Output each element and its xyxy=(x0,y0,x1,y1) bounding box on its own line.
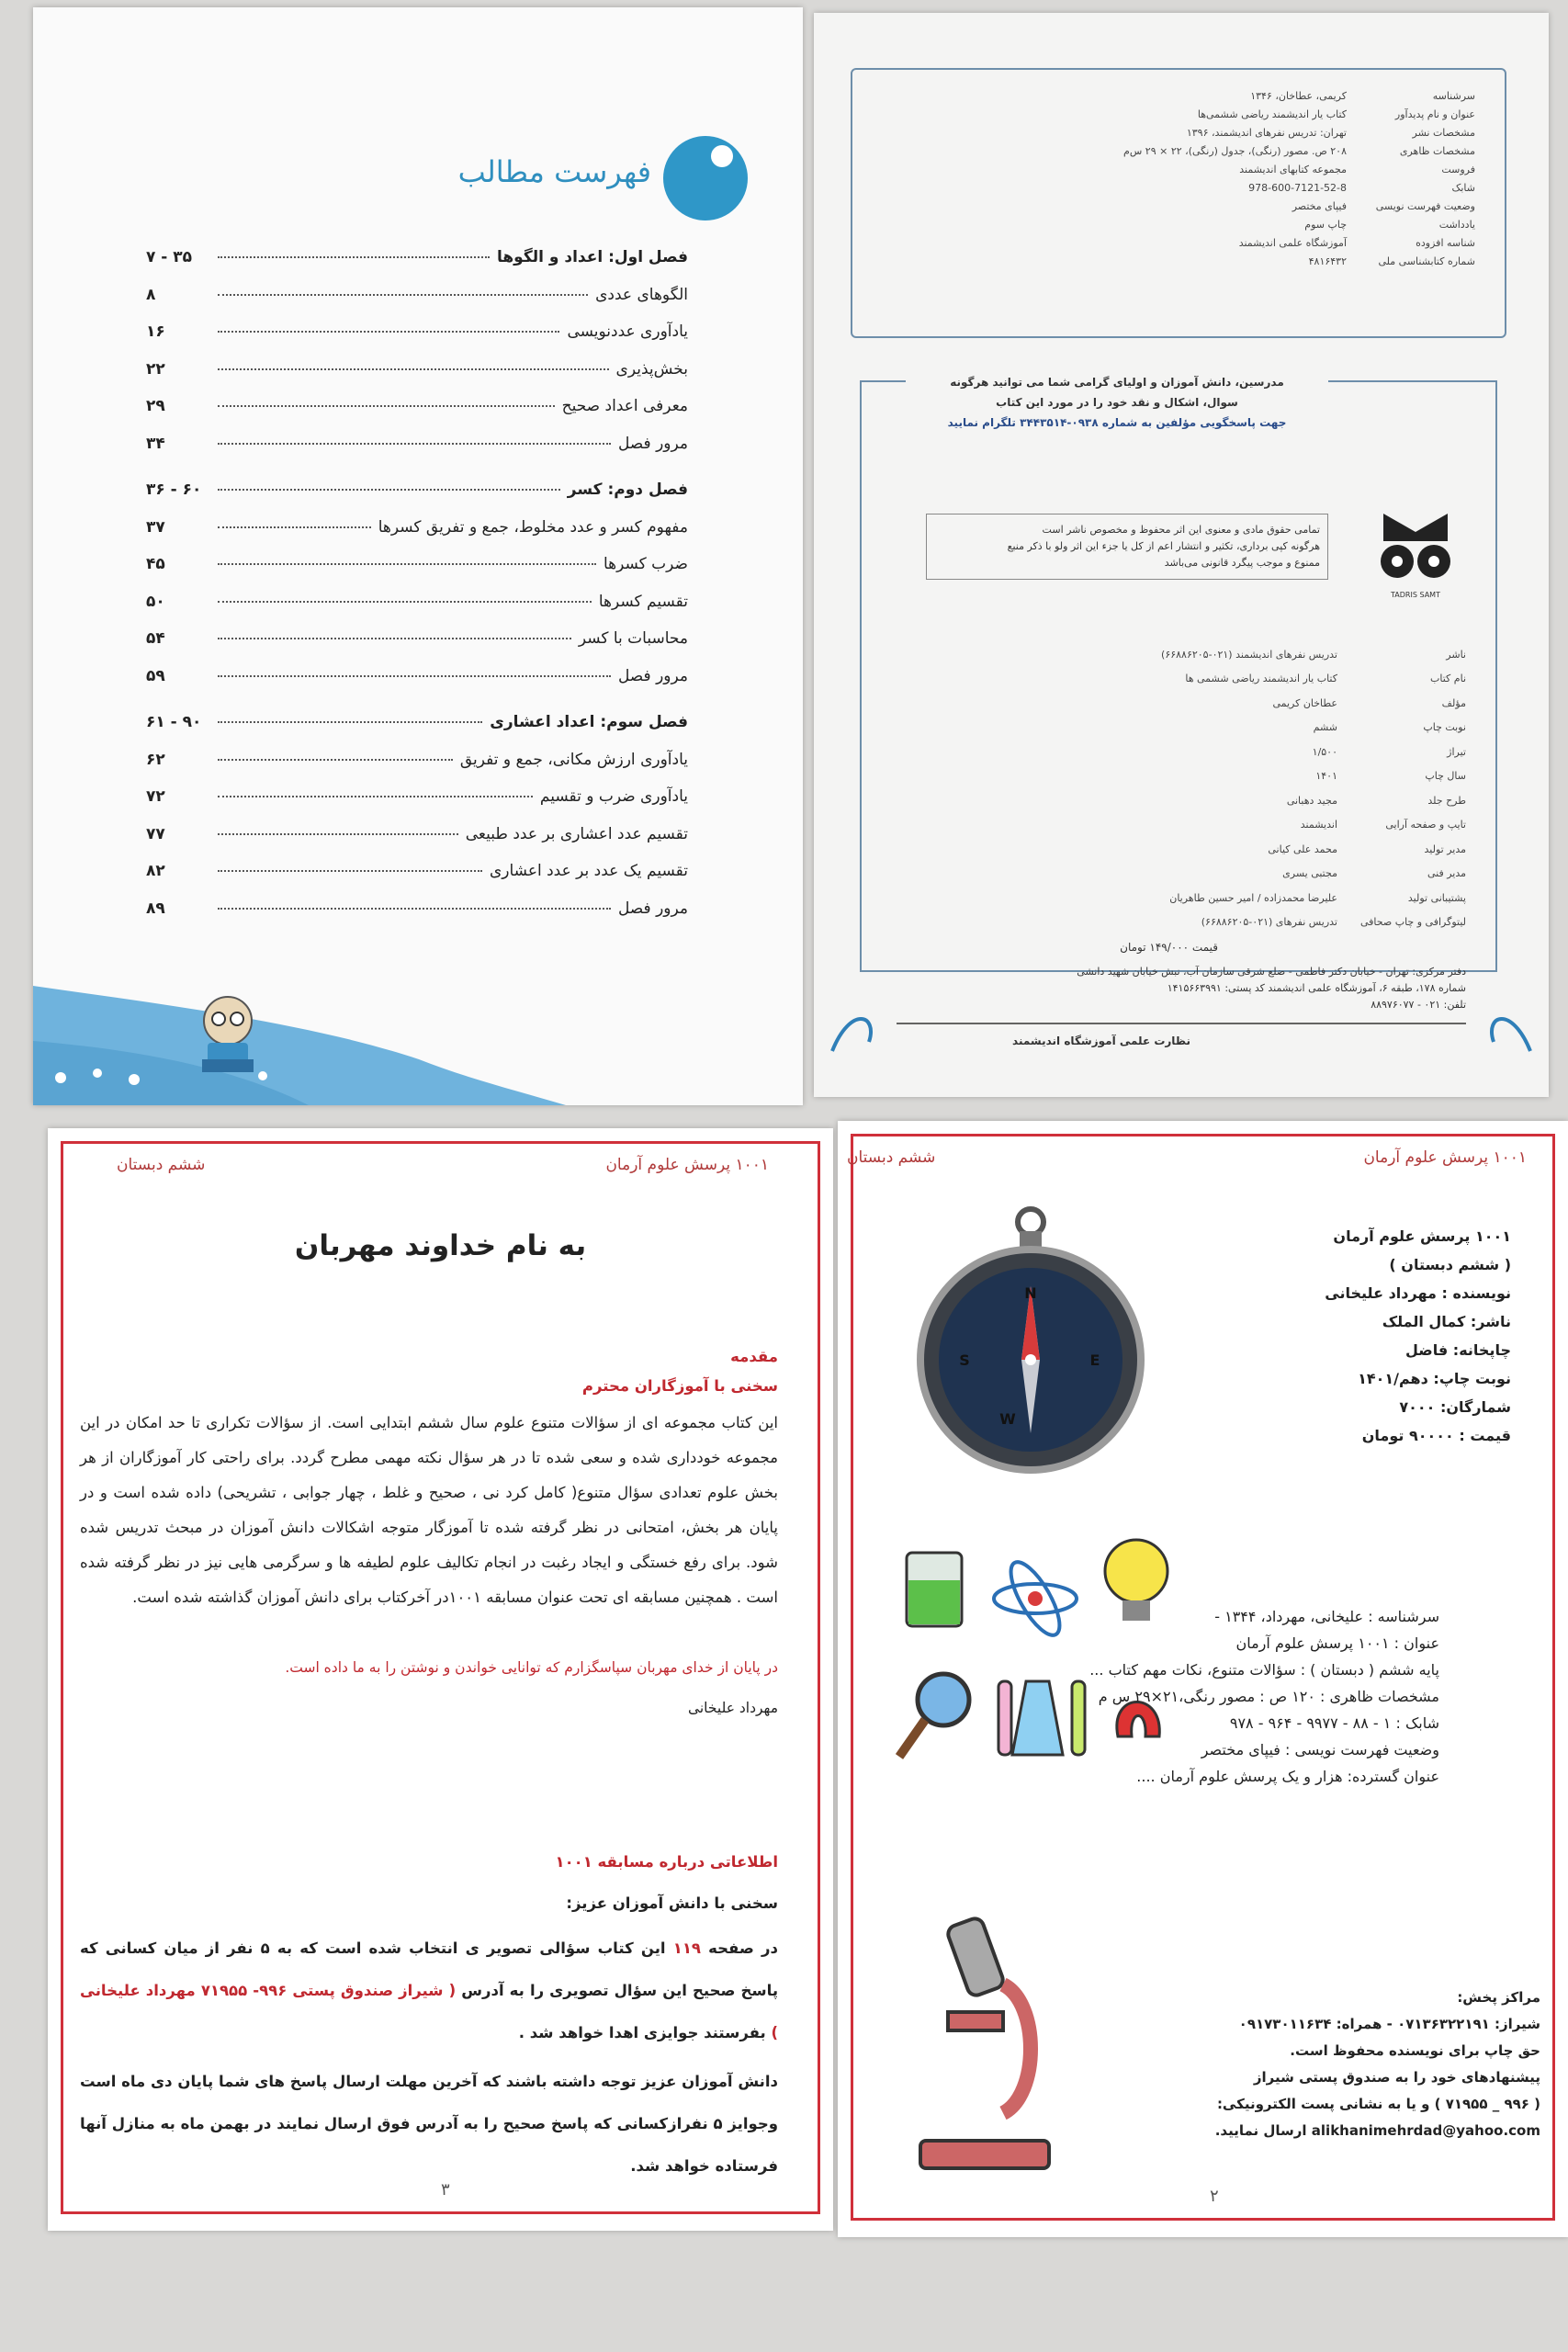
reading-child-icon xyxy=(202,997,254,1072)
rights-line: ممنوع و موجب پیگرد قانونی می‌باشد xyxy=(1164,557,1320,569)
details-value: اندیشمند xyxy=(1300,819,1337,831)
book-info-line: ۱۰۰۱ پرسش علوم آرمان xyxy=(1333,1227,1511,1245)
footer-text: نظارت علمی آموزشگاه اندیشمند xyxy=(1012,1035,1190,1047)
compass-letter-w: W xyxy=(999,1410,1016,1428)
section-subtitle: سخنی با آموزگاران محترم xyxy=(581,1377,778,1395)
thanks-line: در پایان از خدای مهربان سپاسگزارم که توانایی خواندن و نوشتن را به ما داده است. xyxy=(285,1659,778,1676)
toc-row-label: ضرب کسرها xyxy=(603,555,688,573)
toc-list xyxy=(146,248,688,936)
kv-row xyxy=(906,178,1475,197)
kv-row xyxy=(906,141,1475,160)
toc-leader-dots xyxy=(218,256,490,258)
header-grade: ششم دبستان xyxy=(847,1148,936,1167)
distribution-line: alikhanimehrdad@yahoo.com ارسال نمایید. xyxy=(1214,2122,1540,2139)
details-value: مجید دهبانی xyxy=(1286,794,1337,807)
toc-row-page: ۶۰ - ۳۶ xyxy=(146,481,202,499)
details-key: تیراژ xyxy=(1447,745,1466,758)
kv-row xyxy=(915,813,1466,838)
kv-row xyxy=(906,105,1475,123)
catalog-value: چاپ سوم xyxy=(1304,218,1347,231)
toc-row-page: ۵۰ xyxy=(146,592,165,611)
catalog-value: ۴۸۱۶۴۳۲ xyxy=(1308,254,1347,267)
kv-row xyxy=(915,910,1466,935)
kv-row xyxy=(906,252,1475,270)
toc-row-page: ۷۲ xyxy=(146,787,165,806)
rights-line: تمامی حقوق مادی و معنوی این اثر محفوظ و مخصوص ناشر است xyxy=(1042,524,1320,536)
catalog-value: آموزشگاه علمی اندیشمند xyxy=(1238,236,1347,249)
header-grade: ششم دبستان xyxy=(117,1156,206,1174)
compass-letter-n: N xyxy=(1024,1284,1037,1302)
toc-row-label: فصل دوم: کسر xyxy=(567,481,688,499)
toc-row[interactable] xyxy=(146,518,688,556)
book-info-line: ناشر: کمال الملک xyxy=(1382,1313,1511,1330)
address-line: شماره ۱۷۸، طبقه ۶، آموزشگاه علمی اندیشمند کد پستی: ۱۴۱۵۶۶۳۹۹۱ xyxy=(1167,982,1466,994)
compass-letter-s: S xyxy=(959,1351,970,1369)
toc-row[interactable] xyxy=(146,825,688,863)
toc-leader-dots xyxy=(218,908,611,910)
page-number: ۲ xyxy=(1210,2187,1219,2206)
contest-deadline: دانش آموزان عزیز توجه داشته باشند که آخرین مهلت ارسال پاسخ های شما پایان دی ماه است وجوایز ۵ نفرازکسانی که پاسخ صحیح را به آدرس فوق ارسال نمایند در بهمن ماه به منازل آنها فرستاده خواهد شد. xyxy=(80,2073,778,2175)
details-key: لیتوگرافی و چاپ صحافی xyxy=(1360,916,1466,929)
catalog-value: فیپای مختصر xyxy=(1292,199,1347,212)
kv-row xyxy=(915,886,1466,910)
toc-leader-dots xyxy=(218,563,596,565)
details-key: سال چاپ xyxy=(1425,770,1466,783)
details-key: تایپ و صفحه آرایی xyxy=(1385,819,1466,831)
compass-letter-e: E xyxy=(1089,1351,1100,1369)
kv-row xyxy=(906,123,1475,141)
toc-logo-circle xyxy=(663,136,748,220)
catalog-value: 978-600-7121-52-8 xyxy=(1248,181,1347,194)
toc-page xyxy=(33,7,803,1105)
toc-row-page: ۲۹ xyxy=(146,397,165,415)
catalog-block xyxy=(1054,1603,1439,1790)
details-key: نام کتاب xyxy=(1430,673,1466,685)
toc-chapter-row[interactable] xyxy=(146,248,688,286)
contest-subtitle: سخنی با دانش آموزان عزیز: xyxy=(566,1894,778,1912)
details-value: ۱/۵۰۰ xyxy=(1312,745,1337,758)
catalog-value: ۲۰۸ ص. مصور (رنگی)، جدول (رنگی)، ۲۲ × ۲۹ س‌م xyxy=(1123,144,1347,157)
film-reel-icon xyxy=(1365,504,1466,587)
compass-icon xyxy=(911,1204,1150,1479)
catalog-value: کریمی، عطاخان، ۱۳۴۶ xyxy=(1250,89,1347,102)
toc-row-label: مرور فصل xyxy=(617,666,688,685)
book-info-line: نوبت چاپ: دهم/۱۴۰۱ xyxy=(1358,1370,1511,1387)
details-value: تدریس نفرهای اندیشمند (۰۲۱-۶۶۸۸۶۲۰۵) xyxy=(1161,648,1337,661)
contest-title: اطلاعاتی درباره مسابقه ۱۰۰۱ xyxy=(555,1853,778,1871)
toc-row-label: تقسیم عدد اعشاری بر عدد طبیعی xyxy=(465,824,688,843)
toc-row-label: یادآوری ارزش مکانی، جمع و تفریق xyxy=(459,750,688,769)
distribution-line: حق چاپ برای نویسنده محفوظ است. xyxy=(1290,2042,1540,2059)
catalog-line: شابک : ۱ - ۸۸ - ۹۹۷۷ - ۹۶۴ - ۹۷۸ xyxy=(1229,1714,1439,1732)
toc-row-label: بخش‌پذیری xyxy=(615,359,688,379)
toc-row[interactable] xyxy=(146,787,688,825)
signature: مهرداد علیخانی xyxy=(687,1700,778,1716)
distribution-block xyxy=(1155,1984,1540,2144)
title-page xyxy=(838,1121,1568,2237)
catalog-key: فروست xyxy=(1441,163,1475,175)
details-key: مدیر فنی xyxy=(1427,867,1466,880)
rights-line: هرگونه کپی برداری، تکثیر و انتشار اعم از کل یا جزء این اثر ولو با ذکر منبع xyxy=(1007,540,1320,552)
toc-row-page: ۷۷ xyxy=(146,824,165,843)
address-line: دفتر مرکزی: تهران - خیابان دکتر فاطمی - ضلع شرقی سازمان آب، نبش خیابان شهید دانشی xyxy=(1077,966,1466,978)
rights-box xyxy=(926,514,1328,580)
toc-decoration-wave xyxy=(33,922,566,1105)
kv-row xyxy=(906,86,1475,105)
toc-leader-dots xyxy=(218,443,611,445)
toc-row-page: ۸۹ xyxy=(146,899,165,918)
details-key: پشتیبانی تولید xyxy=(1407,891,1466,904)
toc-row-label: محاسبات با کسر xyxy=(578,629,688,648)
toc-row-page: ۳۵ - ۷ xyxy=(146,248,193,266)
book-info xyxy=(1325,1222,1511,1450)
toc-row-page: ۸۲ xyxy=(146,862,165,880)
toc-leader-dots xyxy=(218,638,571,639)
toc-row[interactable] xyxy=(146,555,688,593)
kv-row xyxy=(915,716,1466,741)
publisher-logo-text: TADRIS SAMT xyxy=(1391,591,1440,599)
page-number: ۳ xyxy=(441,2180,450,2199)
copyright-page xyxy=(814,13,1549,1097)
catalog-value: مجموعه کتابهای اندیشمند xyxy=(1239,163,1347,175)
section-title: مقدمه xyxy=(730,1348,778,1365)
publisher-logo xyxy=(1360,504,1471,599)
catalog-key: شماره کتابشناسی ملی xyxy=(1378,254,1475,267)
details-value: مجتبی یسری xyxy=(1282,867,1337,880)
toc-leader-dots xyxy=(218,721,482,723)
toc-leader-dots xyxy=(218,526,371,528)
catalog-value: کتاب یار اندیشمند ریاضی ششمی‌ها xyxy=(1197,107,1347,120)
toc-row-page: ۴۵ xyxy=(146,555,165,573)
toc-row-label: تقسیم کسرها xyxy=(598,592,688,611)
bismillah-heading: به نام خداوند مهربان xyxy=(294,1229,587,1262)
catalog-block xyxy=(906,86,1475,270)
distribution-line: شیراز: ۰۷۱۳۶۳۲۲۱۹۱ - همراه: ۰۹۱۷۳۰۱۱۶۳۴ xyxy=(1238,2016,1540,2032)
toc-leader-dots xyxy=(218,601,592,603)
catalog-line: وضعیت فهرست نویسی : فیپای مختصر xyxy=(1201,1741,1439,1758)
distribution-line: مراکز پخش: xyxy=(1457,1989,1540,2006)
toc-leader-dots xyxy=(218,833,458,835)
catalog-line: عنوان گسترده: هزار و یک پرسش علوم آرمان .... xyxy=(1136,1768,1439,1785)
toc-row[interactable] xyxy=(146,862,688,899)
toc-row-page: ۱۶ xyxy=(146,322,165,341)
distribution-line: ( ۹۹۶ _ ۷۱۹۵۵ ) و یا به نشانی پست الکترونیکی: xyxy=(1216,2096,1540,2112)
toc-row-label: مفهوم کسر و عدد مخلوط، جمع و تفریق کسرها xyxy=(378,517,688,537)
header-book-title: ۱۰۰۱ پرسش علوم آرمان xyxy=(605,1156,769,1174)
notice-line: سوال، اشکال و نقد خود را در مورد این کتاب xyxy=(996,396,1238,409)
toc-leader-dots xyxy=(218,489,560,491)
book-info-line: ( ششم دبستان ) xyxy=(1389,1256,1511,1273)
price-text: قیمت ۱۴۹/۰۰۰ تومان xyxy=(1120,941,1218,954)
catalog-key: سرشناسه xyxy=(1432,89,1475,102)
kv-row xyxy=(906,197,1475,215)
catalog-key: مشخصات نشر xyxy=(1412,126,1475,139)
toc-row-page: ۸ xyxy=(146,285,156,304)
details-value: عطاخان کریمی xyxy=(1272,696,1337,709)
contest-text: در صفحه xyxy=(708,1939,778,1957)
contest-text: این کتاب سؤالی تصویر ی انتخاب شده است که به ۵ نفر از میان کسانی که پاسخ صحیح این سؤال تصویری را به آدرس xyxy=(80,1939,779,1999)
address-line: تلفن: ۰۲۱ - ۸۸۹۷۶۰۷۷ xyxy=(1371,999,1466,1011)
toc-row-label: یادآوری عددنویسی xyxy=(567,322,688,341)
toc-chapter-row[interactable] xyxy=(146,481,688,518)
toc-row-label: الگوهای عددی xyxy=(595,285,688,304)
toc-row[interactable] xyxy=(146,435,688,472)
book-info-line: چاپخانه: فاضل xyxy=(1405,1341,1511,1359)
toc-leader-dots xyxy=(218,405,555,407)
notice-box xyxy=(906,367,1328,438)
details-key: نوبت چاپ xyxy=(1423,721,1466,734)
details-value: تدریس نفرهای (۰۲۱-۶۶۸۸۶۲۰۵) xyxy=(1201,916,1337,929)
details-value: کتاب یار اندیشمند ریاضی ششمی ها xyxy=(1185,673,1337,685)
contest-page-number: ۱۱۹ xyxy=(672,1939,701,1957)
toc-chapter-row[interactable] xyxy=(146,713,688,751)
notice-line: جهت پاسخگویی مؤلفین به شماره ۰۹۳۸-۳۴۴۳۵۱۴ تلگرام نمایید xyxy=(947,416,1287,429)
contest-text: بفرستند جوایزی اهدا خواهد شد . xyxy=(518,2024,766,2041)
toc-row[interactable] xyxy=(146,397,688,435)
toc-row-label: فصل سوم: اعداد اعشاری xyxy=(490,713,688,731)
toc-row-label: یادآوری ضرب و تقسیم xyxy=(539,787,688,806)
toc-row-label: معرفی اعداد صحیح xyxy=(561,397,688,415)
toc-row-page: ۵۹ xyxy=(146,666,165,685)
details-key: طرح جلد xyxy=(1427,794,1466,807)
toc-leader-dots xyxy=(218,870,482,872)
microscope-icon xyxy=(902,1911,1067,2187)
toc-row[interactable] xyxy=(146,286,688,323)
details-key: مدیر تولید xyxy=(1424,842,1466,855)
catalog-line: سرشناسه : علیخانی، مهرداد، ۱۳۴۴ - xyxy=(1214,1608,1439,1625)
details-value: ششم xyxy=(1313,721,1337,734)
kv-row xyxy=(915,740,1466,764)
header-book-title: ۱۰۰۱ پرسش علوم آرمان xyxy=(1363,1148,1527,1167)
contest-address: ( شیراز صندوق پستی ۹۹۶- ۷۱۹۵۵ مهرداد علیخانی ) xyxy=(80,1982,778,2041)
catalog-key: شناسه افزوده xyxy=(1416,236,1475,249)
toc-row-page: ۹۰ - ۶۱ xyxy=(146,713,202,731)
details-value: ۱۴۰۱ xyxy=(1315,770,1337,783)
details-value: محمد علی کیانی xyxy=(1268,842,1337,855)
toc-row[interactable] xyxy=(146,360,688,398)
toc-row[interactable] xyxy=(146,593,688,630)
kv-row xyxy=(906,160,1475,178)
toc-row-page: ۵۴ xyxy=(146,629,165,648)
toc-leader-dots xyxy=(218,368,609,370)
catalog-key: مشخصات ظاهری xyxy=(1399,144,1475,157)
details-block xyxy=(915,642,1466,934)
catalog-value: تهران: تدریس نفرهای اندیشمند، ۱۳۹۶ xyxy=(1186,126,1347,139)
kv-row xyxy=(915,642,1466,667)
details-key: ناشر xyxy=(1446,648,1466,661)
toc-row-label: مرور فصل xyxy=(617,434,688,453)
intro-page xyxy=(48,1128,833,2231)
catalog-key: وضعیت فهرست نویسی xyxy=(1375,199,1475,212)
toc-row[interactable] xyxy=(146,629,688,667)
toc-row[interactable] xyxy=(146,751,688,788)
book-info-line: شمارگان: ۷۰۰۰ xyxy=(1399,1398,1511,1416)
book-info-line: نویسنده : مهرداد علیخانی xyxy=(1325,1284,1511,1302)
kv-row xyxy=(906,233,1475,252)
kv-row xyxy=(915,667,1466,692)
toc-row-page: ۳۷ xyxy=(146,517,165,537)
notice-line: مدرسین، دانش آموزان و اولیای گرامی شما می توانید هرگونه xyxy=(950,376,1284,389)
catalog-line: عنوان : ۱۰۰۱ پرسش علوم آرمان xyxy=(1235,1634,1439,1652)
book-info-line: قیمت : ۹۰۰۰۰ تومان xyxy=(1361,1427,1511,1444)
catalog-key: عنوان و نام پدیدآور xyxy=(1394,107,1475,120)
toc-leader-dots xyxy=(218,796,533,797)
contest-paragraph xyxy=(80,1928,778,2054)
toc-leader-dots xyxy=(218,759,453,761)
toc-row-page: ۲۲ xyxy=(146,359,165,379)
kv-row xyxy=(915,837,1466,862)
toc-row-page: ۶۲ xyxy=(146,750,165,769)
details-key: مؤلف xyxy=(1441,696,1466,709)
kv-row xyxy=(915,764,1466,789)
toc-row-label: تقسیم یک عدد بر عدد اعشاری xyxy=(489,862,688,880)
toc-row[interactable] xyxy=(146,667,688,705)
kv-row xyxy=(915,788,1466,813)
toc-row[interactable] xyxy=(146,322,688,360)
toc-title: فهرست مطالب xyxy=(457,154,651,189)
toc-row-page: ۳۴ xyxy=(146,434,165,453)
kv-row xyxy=(906,215,1475,233)
toc-leader-dots xyxy=(218,675,611,677)
catalog-line: پایه ششم ( دبستان ) : سؤالات متنوع، نکات مهم کتاب ... xyxy=(1089,1661,1439,1679)
catalog-key: شابک xyxy=(1451,181,1475,194)
details-value: علیرضا محمدزاده / امیر حسین طاهریان xyxy=(1169,891,1337,904)
toc-row-label: مرور فصل xyxy=(617,899,688,918)
intro-body: این کتاب مجموعه ای از سؤالات متنوع علوم سال ششم ابتدایی است. از سؤالات تکراری تا حد امکان در این مجموعه خودداری شده و سعی شده تا در هر سؤال نکته مهمی مطرح گردد. برای راحتی کار آموزگاران از هر بخش علوم تعدادی سؤال متنوع( کامل کرد نی ، صحیح و غلط ، چهار جوابی ، تشریحی) داده شده است و در پایان هر بخش، امتحانی در نظر گرفته شده تا آموزگار متوجه اشکالات دانش آموزان در مبحث تدریس شده شود. برای رفع خستگی و ایجاد رغبت در انجام تکالیف علوم لطیفه ها و سرگرمی هایی نیز در نظر گرفته شده است . همچنین مسابقه ای تحت عنوان مسابقه ۱۰۰۱در آخرکتاب برای دانش آموزان گذاشته شده است. xyxy=(80,1414,778,1606)
toc-row-label: فصل اول: اعداد و الگوها xyxy=(497,248,688,266)
toc-leader-dots xyxy=(218,294,588,296)
catalog-line: مشخصات ظاهری : ۱۲۰ ص : مصور رنگی،۲۱×۲۹ س م xyxy=(1098,1688,1439,1705)
kv-row xyxy=(915,862,1466,887)
distribution-line: پیشنهادهای خود را به صندوق پستی شیراز xyxy=(1253,2069,1540,2086)
catalog-key: یادداشت xyxy=(1438,218,1475,231)
toc-leader-dots xyxy=(218,331,559,333)
kv-row xyxy=(915,691,1466,716)
